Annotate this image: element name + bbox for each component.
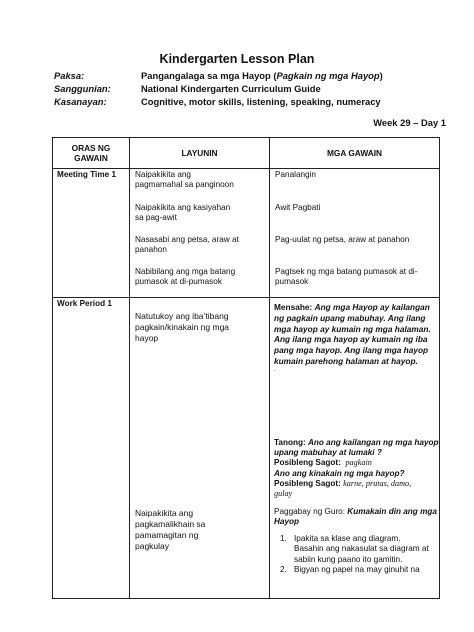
lesson-plan-table xyxy=(52,137,440,599)
list-item: Naipakikita ang pagmamahal sa panginoon xyxy=(135,170,234,190)
list-item: Nasasabi ang petsa, araw at panahon xyxy=(135,235,239,255)
list-item: Pagtsek ng mga batang pumasok at di- pumasok xyxy=(275,267,418,287)
sanggunian-value: National Kindergarten Curriculum Guide xyxy=(141,83,321,95)
kasanayan-label: Kasanayan: xyxy=(54,96,107,108)
work-gawain-cell xyxy=(270,298,439,598)
mensahe-block: Mensahe: Ang mga Hayop ay kailangan ng pagkain upang mabuhay. Ang ilang mga hayop ay kumain ng mga halaman. Ang ilang mga hayop ay kumain ng iba pang mga hayop. Ang ilang mga hayop kumain parehong halaman at hayop. . xyxy=(274,302,431,373)
sanggunian-label: Sanggunian: xyxy=(54,83,111,95)
list-item: Natutukoy ang iba’tibang pagkain/kinakain ng mga hayop xyxy=(135,311,230,343)
list-item: 1. Ipakita sa klase ang diagram. Basahin ang nakasulat sa diagram at sabiin kung paano ito gamitin. xyxy=(280,534,429,564)
meeting-layunin-cell xyxy=(130,169,269,297)
list-item: Naipakikita ang pagkamalikhain sa pamamagitan ng pagkulay xyxy=(135,508,206,551)
paksa-label: Paksa: xyxy=(54,70,85,81)
list-item: Nabibilang ang mga batang pumasok at di-pumasok xyxy=(135,267,236,287)
header-mga-gawain: MGA GAWAIN xyxy=(270,138,440,169)
table-header-row xyxy=(53,138,440,169)
list-item: 2. Bigyan ng papel na may ginuhit na xyxy=(280,565,420,575)
list-item: Panalangin xyxy=(275,170,316,179)
list-item: Pag-uulat ng petsa, araw at panahon xyxy=(275,235,410,244)
table-row xyxy=(53,169,440,298)
kasanayan-value: Cognitive, motor skills, listening, speaking, numeracy xyxy=(141,96,381,108)
steps-list xyxy=(276,534,435,576)
row-label-work-period: Work Period 1 xyxy=(57,299,112,308)
meeting-gawain-cell xyxy=(270,169,439,297)
page-title: Kindergarten Lesson Plan xyxy=(159,52,315,66)
week-day-label: Week 29 – Day 1 xyxy=(373,117,446,128)
paggabay-block: Paggabay ng Guro: Kumakain din ang mga Hayop xyxy=(274,507,437,527)
paksa-value: Pangangalaga sa mga Hayop (Pagkain ng mga Hayop) xyxy=(141,70,383,81)
list-item: Awit Pagbati xyxy=(275,203,321,212)
tanong-block: Tanong: Ano ang kailangan ng mga hayop upang mabuhay at lumaki ? Posibleng Sagot: pagkain Ano ang kinakain ng mga hayop? Posibleng Sagot: karne, prutas, damo, gulay xyxy=(274,438,439,499)
header-oras-ng-gawain: ORAS NG GAWAIN xyxy=(53,138,130,169)
work-layunin-cell xyxy=(130,298,269,598)
header-layunin: LAYUNIN xyxy=(130,138,270,169)
row-label-meeting-time: Meeting Time 1 xyxy=(57,170,116,179)
list-item: Naipakikita ang kasiyahan sa pag-awit xyxy=(135,203,231,223)
table-row xyxy=(53,298,440,599)
